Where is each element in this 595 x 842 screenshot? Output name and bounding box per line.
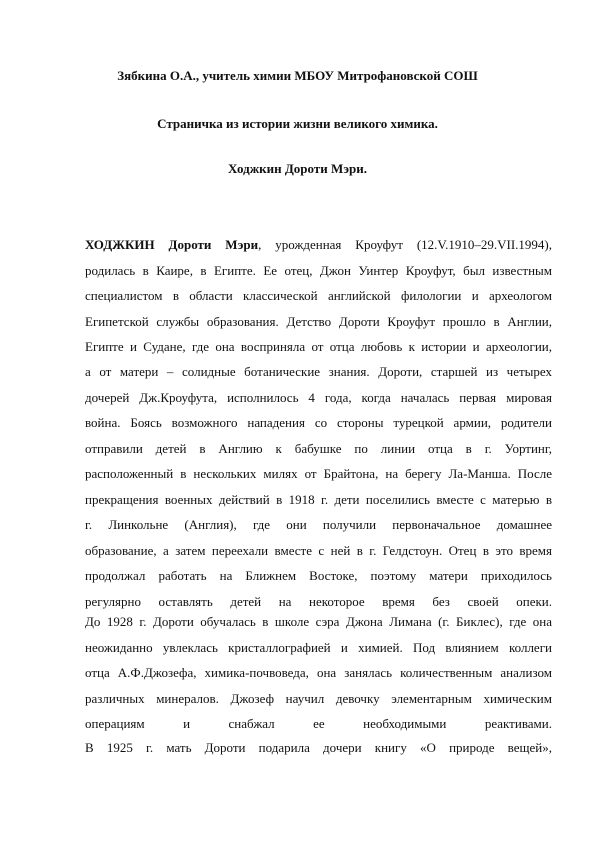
body-line: специалистом в области классической английской филологии и археологом [85,288,552,303]
body-line: прекращения военных действий в 1918 г. дети поселились вместе с матерью в [85,492,552,507]
body-line: различных минералов. Джозеф научил девочку элементарным химическим [85,691,552,706]
body-line: неожиданно увлеклась кристаллографией и химией. Под влиянием коллеги [85,640,552,655]
author-line: Зябкина О.А., учитель химии МБОУ Митрофановской СОШ [117,68,478,83]
body-line: родилась в Каире, в Египте. Ее отец, Джон Уинтер Кроуфут, был известным [85,263,552,278]
body-line-text: , урожденная Кроуфут (12.V.1910–29.VII.1994), [258,237,552,252]
body-line: продолжал работать на Ближнем Востоке, поэтому матери приходилось [85,568,552,583]
body-line: расположенный в нескольких милях от Брайтона, на берегу Ла-Манша. После [85,466,552,481]
body-line: Египте и Судане, где она восприняла от отца любовь к истории и археологии, [85,339,552,354]
body-line: Египетской службы образования. Детство Дороти Кроуфут прошло в Англии, [85,314,552,329]
intro-name: ХОДЖКИН Дороти Мэри [85,237,259,252]
body-line: отца А.Ф.Джозефа, химика-почвоведа, она занялась количественным анализом [85,665,552,680]
body-line: г. Линкольне (Англия), где они получили первоначальное домашнее [85,517,552,532]
body-line: До 1928 г. Дороти обучалась в школе сэра Джона Лимана (г. Биклес), где она [85,614,552,629]
body-line: война. Боясь возможного нападения со стороны турецкой армии, родители [85,415,552,430]
subtitle: Страничка из истории жизни великого химика. [157,116,438,131]
body-line: отправили детей в Англию к бабушке по линии отца в г. Уортинг, [85,441,552,456]
body-line: а от матери – солидные ботанические знания. Дороти, старшей из четырех [85,364,552,379]
page-title: Ходжкин Дороти Мэри. [228,161,367,176]
body-line [85,237,552,253]
body-line: дочерей Дж.Кроуфута, исполнилось 4 года, когда началась первая мировая [85,390,552,405]
body-line: образование, а затем переехали вместе с ней в г. Гелдстоун. Отец в это время [85,543,552,558]
body-line: регулярно оставлять детей на некоторое время без своей опеки. [85,594,552,609]
body-line: В 1925 г. мать Дороти подарила дочери книгу «О природе вещей», [85,740,552,755]
body-line: операциям и снабжал ее необходимыми реактивами. [85,716,552,731]
